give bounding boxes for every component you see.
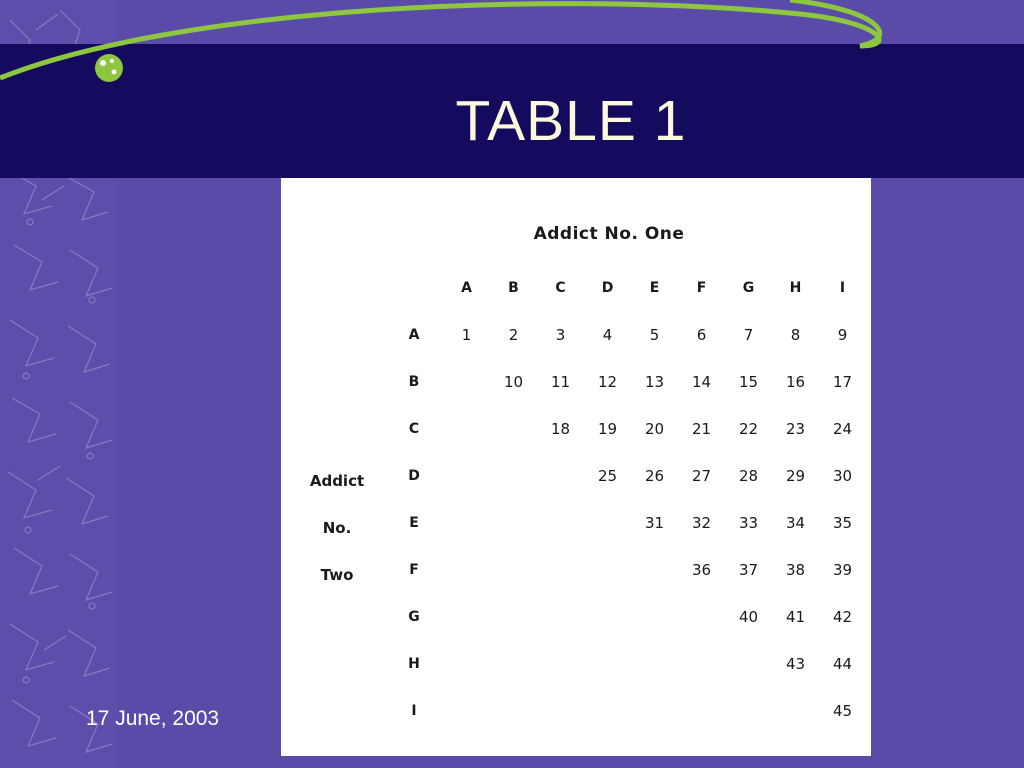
table-cell: 1 — [461, 325, 472, 344]
table-cell: 18 — [550, 419, 571, 438]
table-cell: 8 — [790, 325, 801, 344]
column-header: G — [742, 279, 755, 296]
table-cell: 33 — [738, 513, 759, 532]
table-cell: 39 — [832, 560, 853, 579]
table-cell — [725, 687, 772, 734]
row-axis-label-line-2: No. — [322, 519, 352, 537]
table-cell — [443, 358, 490, 405]
title-bar-inner — [118, 44, 1024, 178]
row-header: C — [408, 420, 420, 437]
table-cell: 43 — [785, 654, 806, 673]
table-cell — [443, 640, 490, 687]
table-cell: 38 — [785, 560, 806, 579]
table-row — [385, 311, 866, 358]
table-cell: 6 — [696, 325, 707, 344]
table-row — [385, 687, 866, 734]
table-cell — [490, 405, 537, 452]
title-bar — [0, 44, 1024, 178]
table-cell — [678, 640, 725, 687]
table-cell: 28 — [738, 466, 759, 485]
table-cell: 40 — [738, 607, 759, 626]
table-cell: 32 — [691, 513, 712, 532]
column-header: C — [555, 279, 566, 296]
row-header: G — [408, 608, 420, 625]
table-row — [385, 405, 866, 452]
table-cell — [584, 687, 631, 734]
column-header: H — [789, 279, 802, 296]
table-cell: 15 — [738, 372, 759, 391]
table-header-row — [385, 264, 866, 311]
table-cell — [537, 499, 584, 546]
table-row — [385, 452, 866, 499]
page-title: TABLE 1 — [455, 89, 687, 153]
table-cell: 35 — [832, 513, 853, 532]
table-cell — [443, 452, 490, 499]
table-cell: 23 — [785, 419, 806, 438]
table-cell: 31 — [644, 513, 665, 532]
table-row — [385, 593, 866, 640]
column-header: I — [839, 279, 846, 296]
table-cell — [490, 687, 537, 734]
row-header: B — [408, 373, 420, 390]
table-cell: 3 — [555, 325, 566, 344]
table-cell: 17 — [832, 372, 853, 391]
table-corner-cell — [385, 264, 443, 311]
table-cell: 12 — [597, 372, 618, 391]
table-cell: 21 — [691, 419, 712, 438]
table-cell: 27 — [691, 466, 712, 485]
table-cell — [584, 546, 631, 593]
table-cell — [490, 499, 537, 546]
table-cell — [537, 452, 584, 499]
table-cell: 26 — [644, 466, 665, 485]
table-cell: 25 — [597, 466, 618, 485]
table-cell: 44 — [832, 654, 853, 673]
table-cell: 34 — [785, 513, 806, 532]
table-row — [385, 546, 866, 593]
table-cell: 30 — [832, 466, 853, 485]
table-cell — [490, 593, 537, 640]
column-header: A — [461, 279, 472, 296]
scanned-table-image — [281, 178, 871, 756]
table-cell: 36 — [691, 560, 712, 579]
row-header: I — [411, 702, 417, 719]
table-cell: 45 — [832, 701, 853, 720]
table-cell — [725, 640, 772, 687]
row-header: E — [409, 514, 419, 531]
table-cell — [772, 687, 819, 734]
table-cell — [537, 687, 584, 734]
row-axis-label-line-1: Addict — [309, 472, 365, 490]
table-cell: 10 — [503, 372, 524, 391]
table-cell — [443, 499, 490, 546]
column-header: B — [508, 279, 519, 296]
table-cell: 41 — [785, 607, 806, 626]
table-cell — [678, 593, 725, 640]
table-cell — [584, 640, 631, 687]
table-cell — [537, 593, 584, 640]
table-cell: 22 — [738, 419, 759, 438]
table-row — [385, 640, 866, 687]
table-cell — [443, 687, 490, 734]
table-cell: 19 — [597, 419, 618, 438]
addict-matrix-table — [385, 264, 866, 734]
table-cell — [584, 593, 631, 640]
table-cell — [631, 687, 678, 734]
table-cell: 20 — [644, 419, 665, 438]
table-cell: 9 — [837, 325, 848, 344]
table-cell: 7 — [743, 325, 754, 344]
slide-date: 17 June, 2003 — [86, 707, 220, 730]
table-cell: 5 — [649, 325, 660, 344]
table-cell — [443, 546, 490, 593]
table-cell: 42 — [832, 607, 853, 626]
table-cell — [631, 640, 678, 687]
table-cell — [631, 593, 678, 640]
table-cell: 11 — [550, 372, 571, 391]
table-cell: 14 — [691, 372, 712, 391]
row-header: A — [408, 326, 420, 343]
row-axis-label-line-3: Two — [320, 566, 354, 584]
table-cell: 37 — [738, 560, 759, 579]
table-row — [385, 499, 866, 546]
table-cell: 24 — [832, 419, 853, 438]
table-cell — [490, 546, 537, 593]
table-cell — [537, 640, 584, 687]
table-cell: 16 — [785, 372, 806, 391]
table-cell: 4 — [602, 325, 613, 344]
table-row — [385, 358, 866, 405]
table-cell — [537, 546, 584, 593]
table-cell — [678, 687, 725, 734]
row-header: D — [408, 467, 420, 484]
table-cell: 29 — [785, 466, 806, 485]
row-header: F — [409, 561, 419, 578]
table-cell — [490, 452, 537, 499]
table-cell — [443, 593, 490, 640]
row-axis-label — [289, 458, 385, 599]
table-cell — [443, 405, 490, 452]
column-header: E — [649, 279, 660, 296]
row-header: H — [408, 655, 420, 672]
table-cell — [631, 546, 678, 593]
column-header: D — [601, 279, 614, 296]
table-cell — [584, 499, 631, 546]
table-cell — [490, 640, 537, 687]
table-cell: 13 — [644, 372, 665, 391]
column-header: F — [696, 279, 707, 296]
table-cell: 2 — [508, 325, 519, 344]
scan-caption: Addict No. One — [533, 224, 685, 244]
